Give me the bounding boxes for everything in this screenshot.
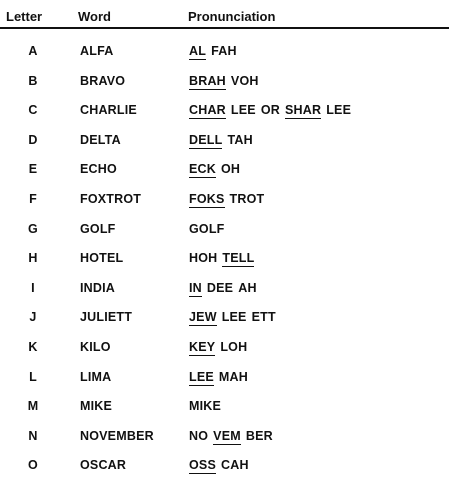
letter-cell: H [28,251,38,266]
word-cell: GOLF [80,221,116,236]
syllable: MIKE [189,399,222,414]
letter-cell: N [28,428,38,443]
letter-cell: C [28,103,38,118]
letter-cell: B [28,73,38,88]
word-cell: KILO [80,339,111,354]
syllable: LEE [221,310,247,325]
table-row [0,269,449,299]
stressed-syllable: VEM [213,428,241,443]
syllable: MAH [218,369,248,384]
letter-cell: E [28,162,38,177]
syllable: LOH [220,339,248,354]
word-cell: FOXTROT [80,191,142,206]
syllable: BER [245,428,273,443]
pronunciation-cell [189,103,356,119]
syllable: CAH [221,458,249,473]
stressed-syllable: OSS [189,458,216,473]
table-header [0,0,449,29]
syllable: DEE [206,280,234,295]
table-row [0,121,449,151]
stressed-syllable: SHAR [285,103,322,118]
word-cell: CHARLIE [80,103,137,118]
table-row [0,91,449,121]
word-cell: BRAVO [80,73,126,88]
word-cell: NOVEMBER [80,428,154,443]
pronunciation-cell [189,310,281,326]
pronunciation-cell [189,162,245,178]
syllable: NO [189,428,209,443]
pronunciation-cell [189,192,269,208]
letter-cell: A [28,44,38,58]
pronunciation-cell [189,281,262,297]
table-row [0,210,449,240]
syllable: ETT [251,310,276,325]
word-cell: DELTA [80,132,121,147]
pronunciation-cell [189,251,259,267]
stressed-syllable: AL [189,44,207,58]
pronunciation-cell [189,429,278,445]
stressed-syllable: CHAR [189,103,226,118]
syllable: TAH [227,132,253,147]
syllable: TROT [229,191,265,206]
syllable: LEE [230,103,256,118]
syllable: GOLF [189,221,225,236]
table-row [0,180,449,210]
header-letter: Letter [6,9,43,24]
stressed-syllable: JEW [189,310,217,325]
pronunciation-cell [189,222,230,236]
syllable: OH [221,162,241,177]
table-row [0,298,449,328]
word-cell: ALFA [80,44,114,58]
syllable: HOH [189,251,218,266]
table-row [0,387,449,417]
pronunciation-cell [189,458,254,474]
letter-cell: J [29,310,37,325]
word-cell: INDIA [80,280,116,295]
letter-cell: G [28,221,38,236]
table-row [0,328,449,358]
pronunciation-cell [189,340,252,356]
syllable: OR [260,103,280,118]
syllable: AH [238,280,257,295]
table-row [0,358,449,388]
pronunciation-cell [189,44,242,60]
letter-cell: M [27,399,39,414]
letter-cell: K [28,339,38,354]
letter-cell: D [28,132,38,147]
syllable: LEE [326,103,352,118]
table-row [0,446,449,476]
letter-cell: I [31,280,35,295]
stressed-syllable: ECK [189,162,216,177]
stressed-syllable: TELL [222,251,255,266]
table-row [0,150,449,180]
word-cell: JULIETT [80,310,133,325]
pronunciation-cell [189,399,226,413]
pronunciation-cell [189,370,253,386]
table-body [0,29,449,476]
stressed-syllable: KEY [189,339,216,354]
stressed-syllable: BRAH [189,73,226,88]
word-cell: HOTEL [80,251,124,266]
table-row [0,62,449,92]
word-cell: MIKE [80,399,113,414]
syllable: VOH [230,73,259,88]
stressed-syllable: DELL [189,132,223,147]
word-cell: ECHO [80,162,117,177]
letter-cell: F [29,191,37,206]
word-cell: LIMA [80,369,112,384]
table-row [0,32,449,62]
pronunciation-cell [189,74,264,90]
pronunciation-cell [189,133,258,149]
table-row [0,417,449,447]
stressed-syllable: IN [189,280,202,295]
table-row [0,239,449,269]
syllable: FAH [211,44,237,58]
letter-cell: L [29,369,37,384]
stressed-syllable: LEE [189,369,214,384]
word-cell: OSCAR [80,458,127,473]
letter-cell: O [28,458,38,473]
header-pronunciation: Pronunciation [188,9,276,24]
header-word: Word [78,9,111,24]
stressed-syllable: FOKS [189,191,225,206]
